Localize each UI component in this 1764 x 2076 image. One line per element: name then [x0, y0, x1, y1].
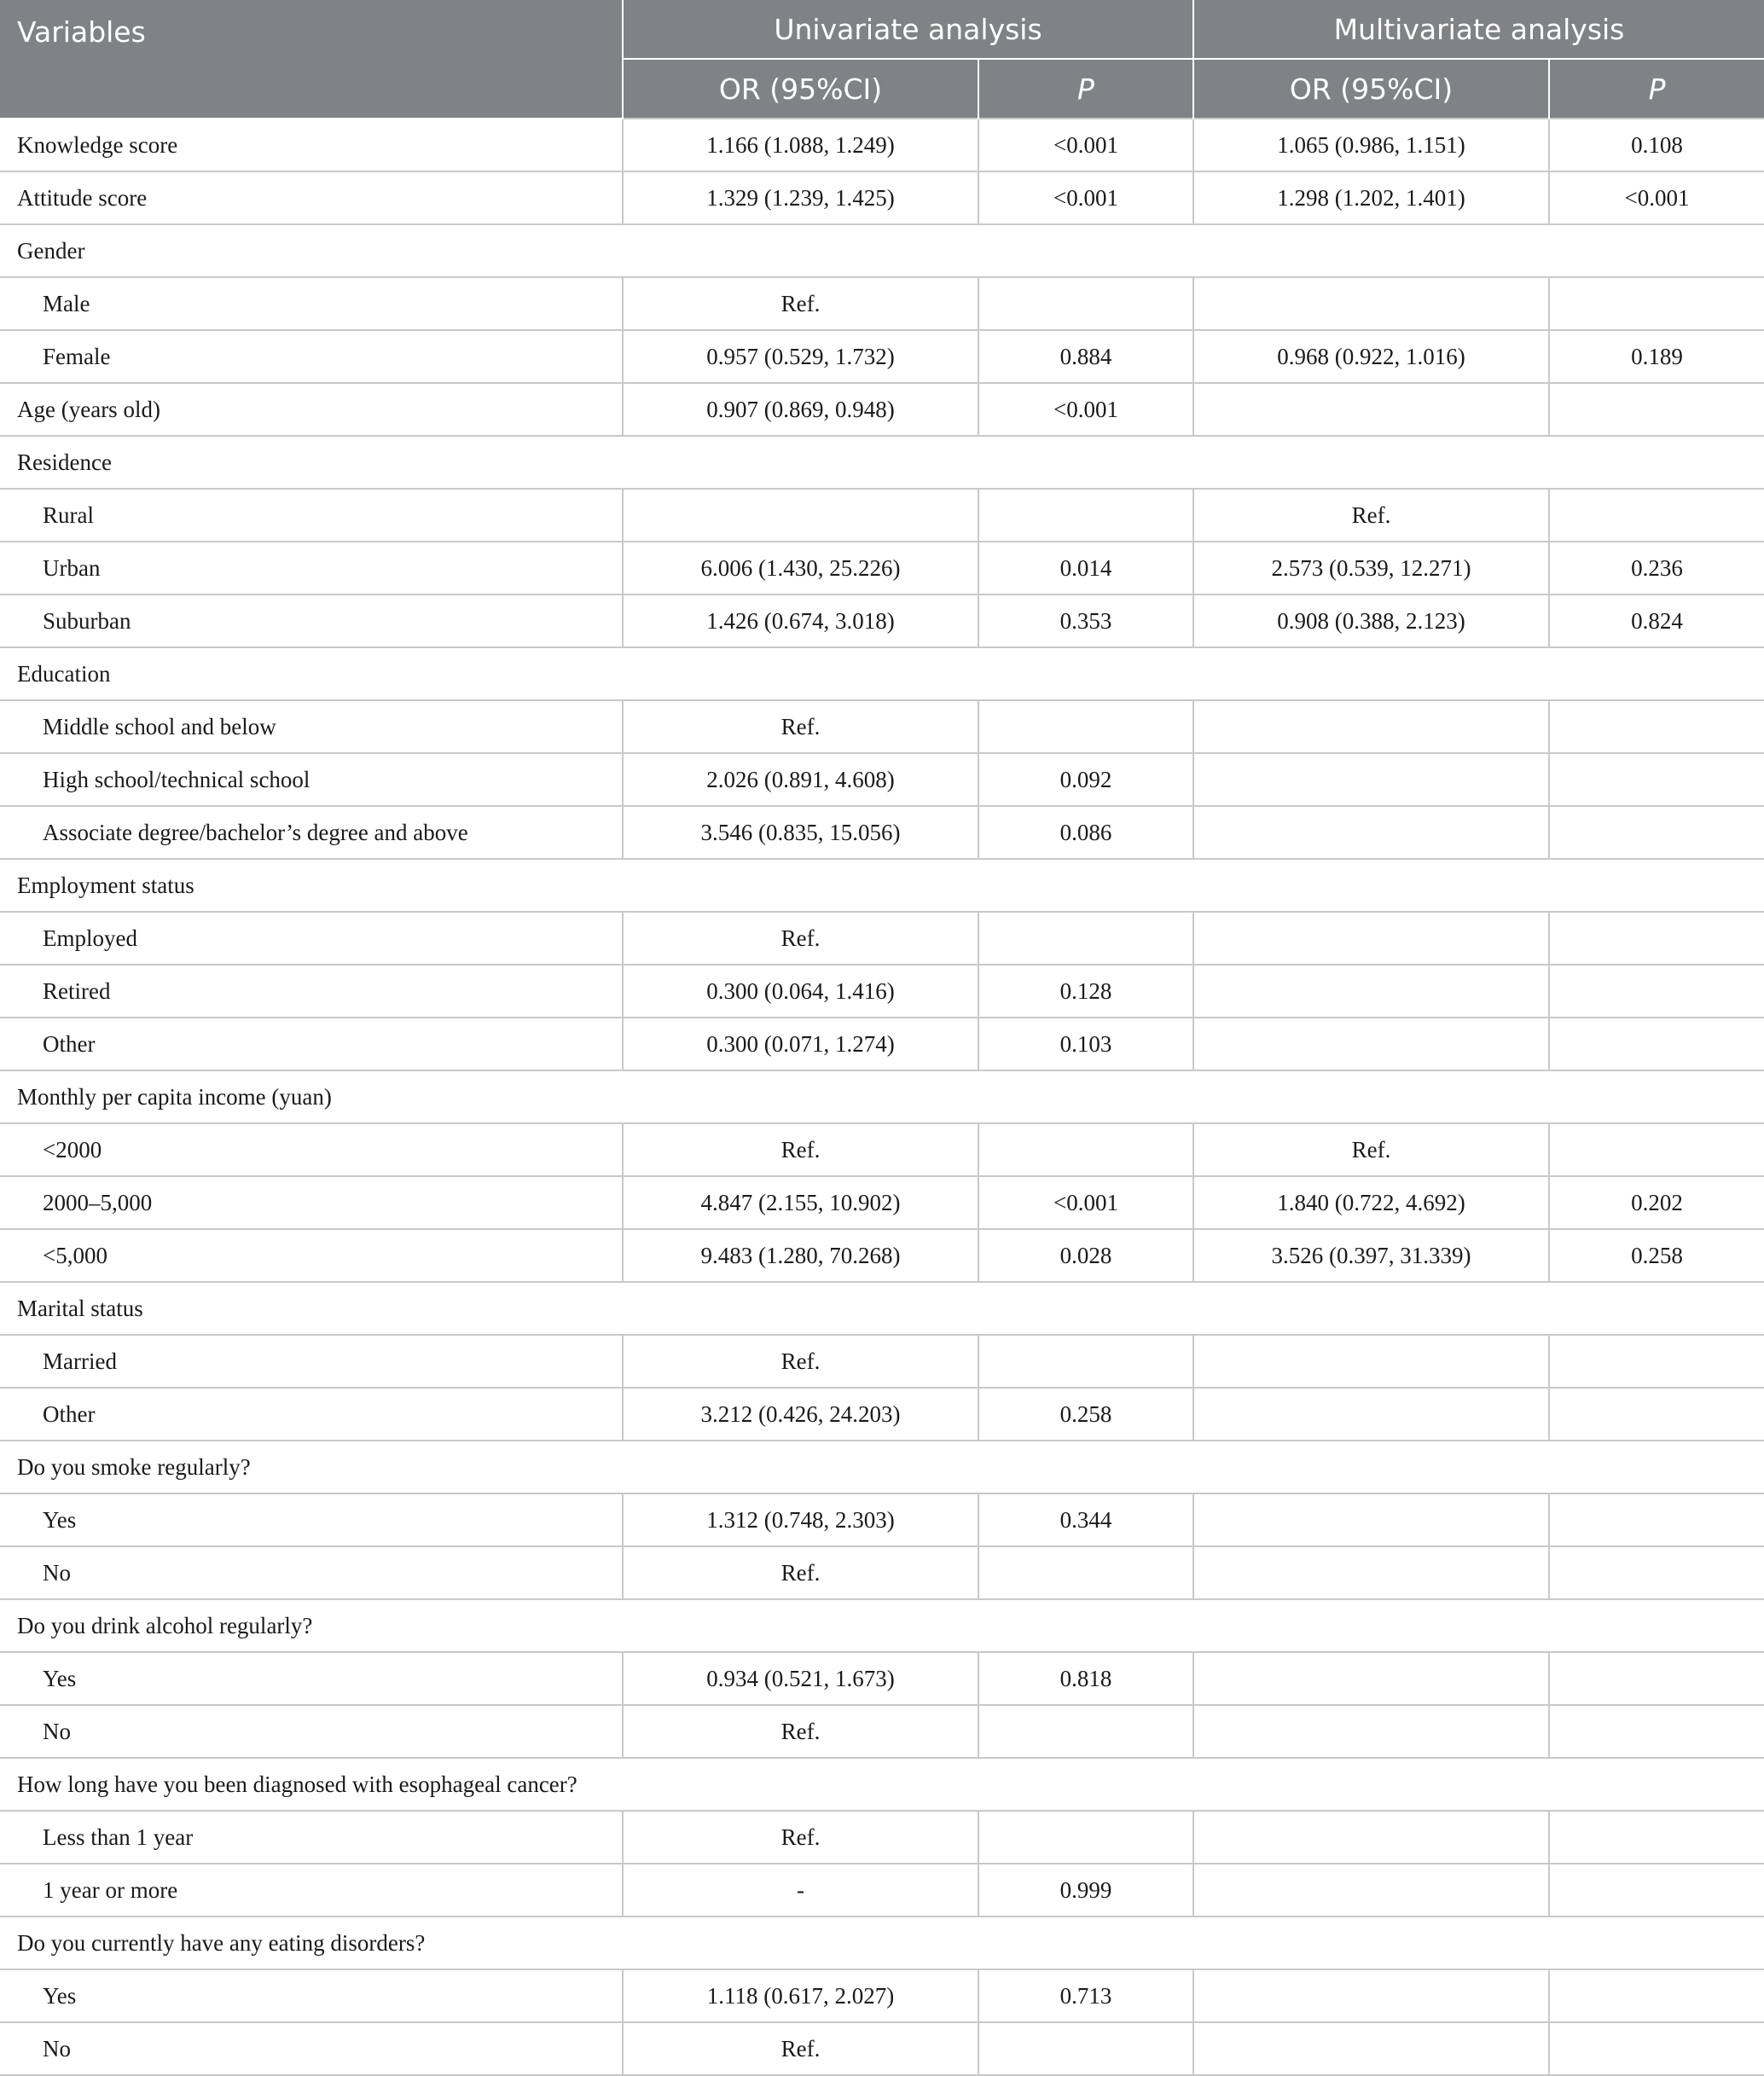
table-header [0, 0, 1764, 119]
table-row [0, 2022, 1764, 2075]
univariate-p-cell: 0.818 [978, 1652, 1193, 1705]
variable-label: 1 year or more [0, 1864, 623, 1917]
table-row [0, 1652, 1764, 1705]
table-row [0, 1176, 1764, 1229]
univariate-or-cell: Ref. [623, 2022, 978, 2075]
univariate-or-cell: 1.118 (0.617, 2.027) [623, 1969, 978, 2022]
univariate-or-cell: 9.483 (1.280, 70.268) [623, 1229, 978, 1282]
multivariate-p-cell: 0.824 [1549, 594, 1764, 647]
multivariate-or-cell [1193, 2022, 1549, 2075]
multivariate-p-cell [1549, 277, 1764, 330]
multivariate-p-cell [1549, 1018, 1764, 1070]
variable-label: Urban [0, 542, 623, 594]
multivariate-or-cell [1193, 1493, 1549, 1546]
univariate-p-cell: 0.086 [978, 806, 1193, 859]
univariate-or-cell: 0.300 (0.071, 1.274) [623, 1018, 978, 1070]
variable-label: Employed [0, 912, 623, 965]
univariate-p-cell [978, 1123, 1193, 1176]
univariate-p-cell: <0.001 [978, 119, 1193, 171]
univariate-or-cell: 0.957 (0.529, 1.732) [623, 330, 978, 383]
header-univariate-p: P [978, 59, 1193, 119]
table-row [0, 1493, 1764, 1546]
header-multivariate-p: P [1549, 59, 1764, 119]
variable-label: Retired [0, 965, 623, 1018]
section-label: How long have you been diagnosed with esophageal cancer? [0, 1758, 1764, 1811]
multivariate-or-cell [1193, 383, 1549, 436]
table-body [0, 119, 1764, 2075]
univariate-or-cell: 1.312 (0.748, 2.303) [623, 1493, 978, 1546]
multivariate-or-cell: 0.908 (0.388, 2.123) [1193, 594, 1549, 647]
variable-label: Yes [0, 1652, 623, 1705]
multivariate-p-cell: 0.202 [1549, 1176, 1764, 1229]
header-variables: Variables [0, 0, 623, 119]
table-row [0, 806, 1764, 859]
table-row [0, 1335, 1764, 1388]
variable-label: Age (years old) [0, 383, 623, 436]
multivariate-p-cell [1549, 1864, 1764, 1917]
univariate-or-cell: 0.907 (0.869, 0.948) [623, 383, 978, 436]
variable-label: Yes [0, 1969, 623, 2022]
multivariate-p-cell [1549, 1811, 1764, 1864]
multivariate-or-cell [1193, 1652, 1549, 1705]
table-row [0, 753, 1764, 806]
table-row [0, 1018, 1764, 1070]
variable-label: <2000 [0, 1123, 623, 1176]
univariate-or-cell: 1.166 (1.088, 1.249) [623, 119, 978, 171]
variable-label: Suburban [0, 594, 623, 647]
header-univariate: Univariate analysis [623, 0, 1193, 59]
multivariate-p-cell: 0.258 [1549, 1229, 1764, 1282]
table-row [0, 1705, 1764, 1758]
univariate-p-cell: 0.103 [978, 1018, 1193, 1070]
section-label: Do you currently have any eating disorders? [0, 1917, 1764, 1969]
section-row [0, 1441, 1764, 1493]
multivariate-p-cell [1549, 1652, 1764, 1705]
multivariate-p-cell: <0.001 [1549, 171, 1764, 224]
section-row [0, 1917, 1764, 1969]
univariate-or-cell: 1.329 (1.239, 1.425) [623, 171, 978, 224]
variable-label: Yes [0, 1493, 623, 1546]
univariate-or-cell: 0.934 (0.521, 1.673) [623, 1652, 978, 1705]
multivariate-p-cell [1549, 912, 1764, 965]
univariate-or-cell: Ref. [623, 912, 978, 965]
univariate-p-cell [978, 700, 1193, 753]
multivariate-p-cell [1549, 1705, 1764, 1758]
table-row [0, 171, 1764, 224]
univariate-p-cell: 0.884 [978, 330, 1193, 383]
multivariate-p-cell: 0.108 [1549, 119, 1764, 171]
section-label: Education [0, 647, 1764, 700]
header-univariate-or: OR (95%CI) [623, 59, 978, 119]
section-label: Do you drink alcohol regularly? [0, 1599, 1764, 1652]
multivariate-or-cell [1193, 965, 1549, 1018]
section-row [0, 859, 1764, 912]
univariate-or-cell [623, 489, 978, 542]
univariate-p-cell: 0.353 [978, 594, 1193, 647]
multivariate-p-cell [1549, 1493, 1764, 1546]
multivariate-or-cell [1193, 1335, 1549, 1388]
multivariate-or-cell: Ref. [1193, 1123, 1549, 1176]
multivariate-p-cell: 0.189 [1549, 330, 1764, 383]
section-label: Gender [0, 224, 1764, 277]
table-row [0, 1229, 1764, 1282]
univariate-p-cell: <0.001 [978, 171, 1193, 224]
multivariate-or-cell: Ref. [1193, 489, 1549, 542]
multivariate-or-cell [1193, 1546, 1549, 1599]
multivariate-or-cell [1193, 1969, 1549, 2022]
section-row [0, 1282, 1764, 1335]
table-row [0, 700, 1764, 753]
univariate-p-cell [978, 277, 1193, 330]
table-row [0, 119, 1764, 171]
univariate-or-cell: Ref. [623, 1546, 978, 1599]
multivariate-p-cell [1549, 700, 1764, 753]
variable-label: Knowledge score [0, 119, 623, 171]
univariate-or-cell: 3.212 (0.426, 24.203) [623, 1388, 978, 1441]
variable-label: <5,000 [0, 1229, 623, 1282]
multivariate-p-cell [1549, 489, 1764, 542]
multivariate-or-cell [1193, 700, 1549, 753]
univariate-or-cell: 6.006 (1.430, 25.226) [623, 542, 978, 594]
univariate-or-cell: Ref. [623, 1811, 978, 1864]
variable-label: Middle school and below [0, 700, 623, 753]
multivariate-or-cell [1193, 1705, 1549, 1758]
multivariate-or-cell [1193, 1388, 1549, 1441]
univariate-or-cell: Ref. [623, 700, 978, 753]
univariate-p-cell: 0.344 [978, 1493, 1193, 1546]
section-label: Do you smoke regularly? [0, 1441, 1764, 1493]
multivariate-or-cell: 2.573 (0.539, 12.271) [1193, 542, 1549, 594]
variable-label: Rural [0, 489, 623, 542]
multivariate-or-cell [1193, 806, 1549, 859]
section-row [0, 1758, 1764, 1811]
variable-label: High school/technical school [0, 753, 623, 806]
multivariate-or-cell [1193, 912, 1549, 965]
multivariate-or-cell: 3.526 (0.397, 31.339) [1193, 1229, 1549, 1282]
univariate-p-cell [978, 1705, 1193, 1758]
multivariate-p-cell [1549, 965, 1764, 1018]
variable-label: Associate degree/bachelor’s degree and above [0, 806, 623, 859]
table-row [0, 1123, 1764, 1176]
univariate-p-cell: <0.001 [978, 383, 1193, 436]
section-row [0, 647, 1764, 700]
table-row [0, 1969, 1764, 2022]
section-label: Monthly per capita income (yuan) [0, 1070, 1764, 1123]
header-multivariate: Multivariate analysis [1193, 0, 1764, 59]
multivariate-or-cell [1193, 277, 1549, 330]
variable-label: No [0, 1705, 623, 1758]
univariate-p-cell [978, 912, 1193, 965]
multivariate-or-cell [1193, 1018, 1549, 1070]
univariate-p-cell: 0.014 [978, 542, 1193, 594]
table-row [0, 1546, 1764, 1599]
univariate-p-cell: 0.258 [978, 1388, 1193, 1441]
univariate-or-cell: Ref. [623, 1705, 978, 1758]
univariate-p-cell: 0.128 [978, 965, 1193, 1018]
section-row [0, 1070, 1764, 1123]
section-label: Residence [0, 436, 1764, 489]
table-row [0, 542, 1764, 594]
univariate-or-cell: Ref. [623, 1335, 978, 1388]
univariate-p-cell [978, 2022, 1193, 2075]
univariate-p-cell: 0.028 [978, 1229, 1193, 1282]
multivariate-p-cell [1549, 753, 1764, 806]
multivariate-p-cell [1549, 1335, 1764, 1388]
table-row [0, 1811, 1764, 1864]
table-row [0, 1388, 1764, 1441]
multivariate-p-cell [1549, 806, 1764, 859]
univariate-p-cell [978, 1546, 1193, 1599]
section-label: Employment status [0, 859, 1764, 912]
multivariate-or-cell [1193, 1811, 1549, 1864]
univariate-or-cell: Ref. [623, 1123, 978, 1176]
multivariate-p-cell [1549, 2022, 1764, 2075]
univariate-p-cell [978, 1335, 1193, 1388]
section-row [0, 224, 1764, 277]
multivariate-p-cell [1549, 1123, 1764, 1176]
multivariate-or-cell: 0.968 (0.922, 1.016) [1193, 330, 1549, 383]
section-label: Marital status [0, 1282, 1764, 1335]
variable-label: Attitude score [0, 171, 623, 224]
multivariate-p-cell [1549, 383, 1764, 436]
table-row [0, 965, 1764, 1018]
multivariate-or-cell: 1.065 (0.986, 1.151) [1193, 119, 1549, 171]
multivariate-or-cell: 1.840 (0.722, 4.692) [1193, 1176, 1549, 1229]
variable-label: No [0, 1546, 623, 1599]
table-row [0, 330, 1764, 383]
section-row [0, 436, 1764, 489]
variable-label: 2000–5,000 [0, 1176, 623, 1229]
multivariate-p-cell [1549, 1388, 1764, 1441]
multivariate-p-cell: 0.236 [1549, 542, 1764, 594]
variable-label: No [0, 2022, 623, 2075]
table-row [0, 277, 1764, 330]
table-row [0, 594, 1764, 647]
univariate-or-cell: 4.847 (2.155, 10.902) [623, 1176, 978, 1229]
univariate-p-cell: 0.092 [978, 753, 1193, 806]
multivariate-p-cell [1549, 1546, 1764, 1599]
multivariate-or-cell [1193, 753, 1549, 806]
table-row [0, 912, 1764, 965]
variable-label: Married [0, 1335, 623, 1388]
univariate-p-cell: 0.999 [978, 1864, 1193, 1917]
multivariate-or-cell: 1.298 (1.202, 1.401) [1193, 171, 1549, 224]
univariate-or-cell: 2.026 (0.891, 4.608) [623, 753, 978, 806]
univariate-or-cell: 1.426 (0.674, 3.018) [623, 594, 978, 647]
table-row [0, 383, 1764, 436]
variable-label: Other [0, 1018, 623, 1070]
multivariate-or-cell [1193, 1864, 1549, 1917]
univariate-p-cell [978, 489, 1193, 542]
section-row [0, 1599, 1764, 1652]
multivariate-p-cell [1549, 1969, 1764, 2022]
table-row [0, 1864, 1764, 1917]
variable-label: Other [0, 1388, 623, 1441]
variable-label: Less than 1 year [0, 1811, 623, 1864]
univariate-or-cell: 0.300 (0.064, 1.416) [623, 965, 978, 1018]
univariate-p-cell [978, 1811, 1193, 1864]
univariate-or-cell: 3.546 (0.835, 15.056) [623, 806, 978, 859]
variable-label: Female [0, 330, 623, 383]
univariate-p-cell: <0.001 [978, 1176, 1193, 1229]
variable-label: Male [0, 277, 623, 330]
header-multivariate-or: OR (95%CI) [1193, 59, 1549, 119]
univariate-p-cell: 0.713 [978, 1969, 1193, 2022]
univariate-or-cell: Ref. [623, 277, 978, 330]
univariate-or-cell: - [623, 1864, 978, 1917]
table-row [0, 489, 1764, 542]
